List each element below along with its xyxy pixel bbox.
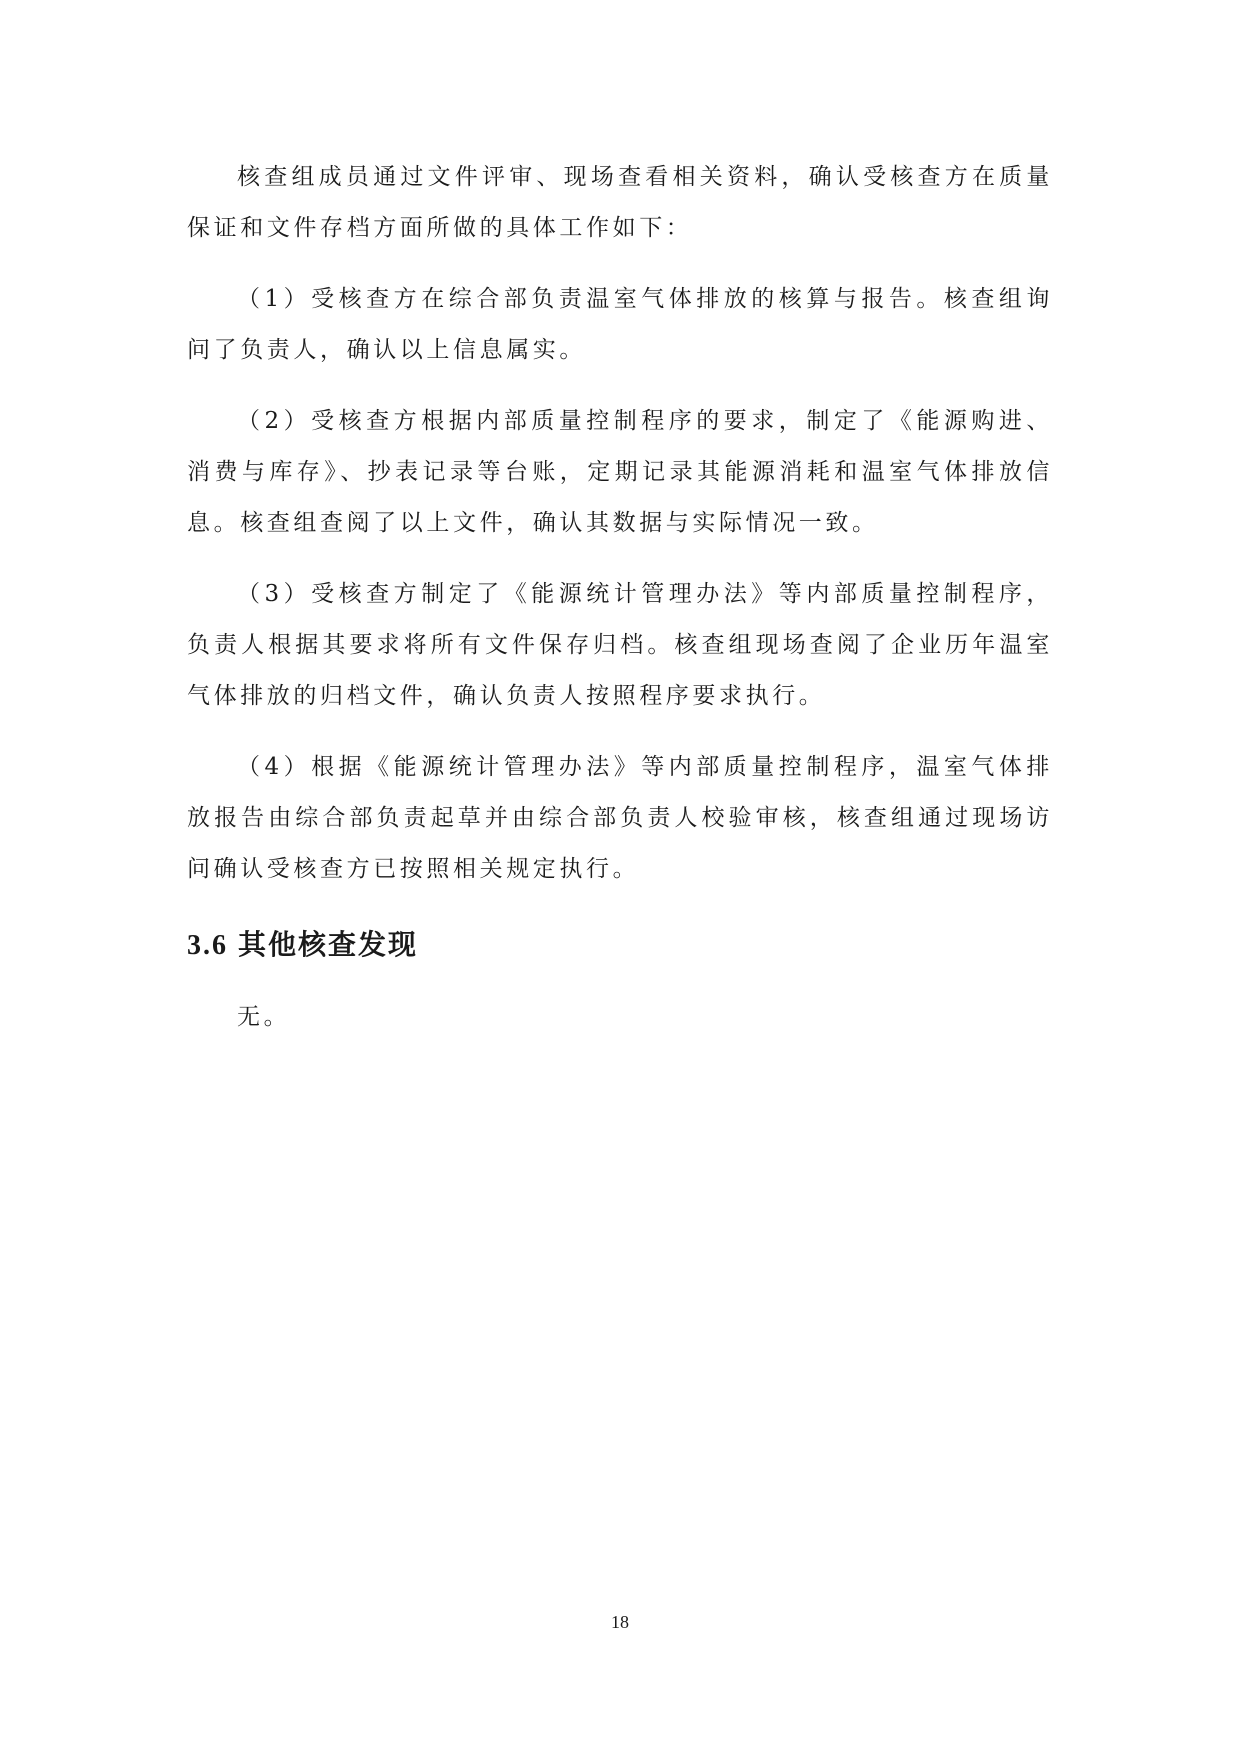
item-paragraph-2: （2）受核查方根据内部质量控制程序的要求，制定了《能源购进、消费与库存》、抄表记录等台账，定期记录其能源消耗和温室气体排放信息。核查组查阅了以上文件，确认其数据与实际情况一致。 [187, 408, 1053, 536]
page-number: 18 [611, 1612, 629, 1632]
item-paragraph-4: （4）根据《能源统计管理办法》等内部质量控制程序，温室气体排放报告由综合部负责起草并由综合部负责人校验审核，核查组通过现场访问确认受核查方已按照相关规定执行。 [187, 754, 1053, 882]
intro-paragraph: 核查组成员通过文件评审、现场查看相关资料，确认受核查方在质量保证和文件存档方面所做的具体工作如下： [187, 164, 1053, 241]
section-number: 3.6 [187, 930, 228, 961]
section-body: 无。 [237, 1004, 291, 1030]
document-body [187, 152, 1053, 1063]
section-heading [187, 925, 1053, 966]
section-title: 其他核查发现 [238, 928, 419, 961]
item-paragraph-3: （3）受核查方制定了《能源统计管理办法》等内部质量控制程序，负责人根据其要求将所有文件保存归档。核查组现场查阅了企业历年温室气体排放的归档文件，确认负责人按照程序要求执行。 [187, 581, 1053, 709]
item-paragraph-1: （1）受核查方在综合部负责温室气体排放的核算与报告。核查组询问了负责人，确认以上信息属实。 [187, 286, 1053, 363]
